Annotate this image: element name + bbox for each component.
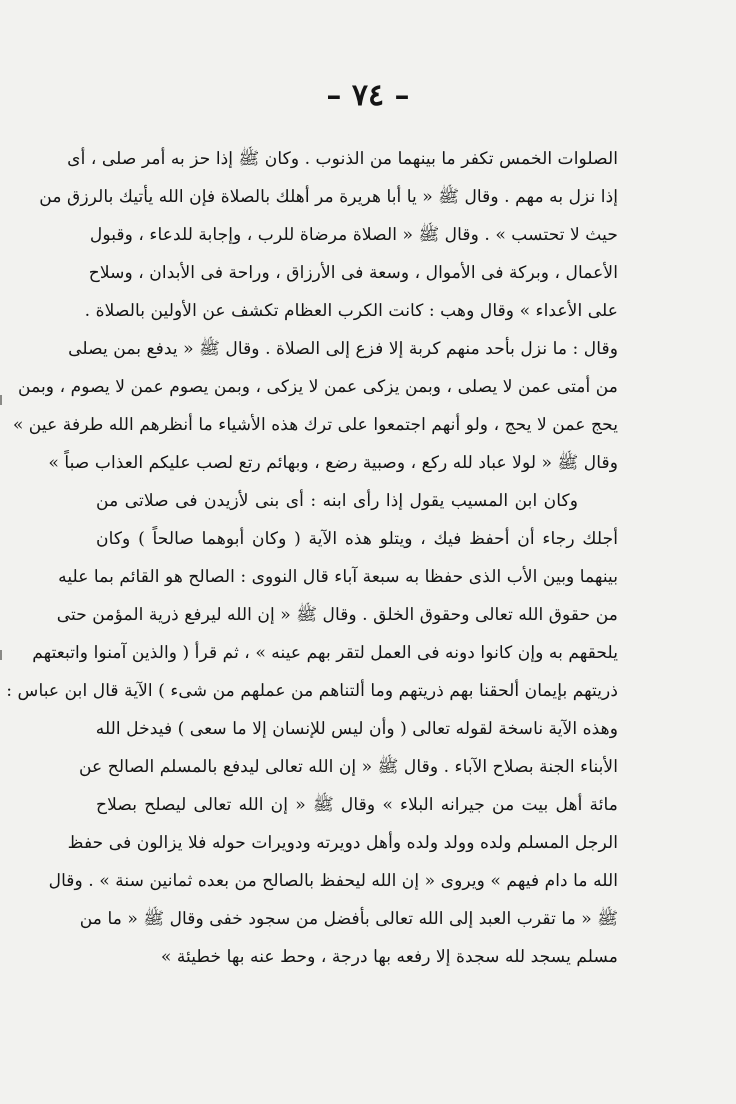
- text-line: ذريتهم بإيمان ألحقنا بهم ذريتهم وما ألتناهم من عملهم من شىء ) الآية قال ابن عباس :: [6, 681, 618, 701]
- text-line: على الأعداء » وقال وهب : كانت الكرب العظام تكشف عن الأولين بالصلاة .: [84, 301, 618, 321]
- text-line: أجلك رجاء أن أحفظ فيك ، ويتلو هذه الآية ( وكان أبوهما صالحاً ) وكان: [96, 529, 618, 549]
- text-line: يلحقهم به وإن كانوا دونه فى العمل لتقر بهم عينه » ، ثم قرأ ( والذين آمنوا واتبعتهم: [32, 643, 618, 663]
- text-line: وقال ﷺ « لولا عباد لله ركع ، وصبية رضع ، وبهائم رتع لصب عليكم العذاب صباً »: [48, 453, 618, 473]
- text-line: وقال : ما نزل بأحد منهم كربة إلا فزع إلى الصلاة . وقال ﷺ « يدفع بمن يصلى: [68, 339, 618, 359]
- text-line: من أمتى عمن لا يصلى ، وبمن يزكى عمن لا يزكى ، وبمن يصوم عمن لا يصوم ، وبمن: [18, 377, 618, 397]
- text-line: ﷺ « ما تقرب العبد إلى الله تعالى بأفضل من سجود خفى وقال ﷺ « ما من: [79, 909, 618, 929]
- text-line: الله ما دام فيهم » ويروى « إن الله ليحفظ بالصالح من بعده ثمانين سنة » . وقال: [48, 871, 618, 891]
- text-line: بينهما وبين الأب الذى حفظا به سبعة آباء قال النووى : الصالح هو القائم بما عليه: [58, 567, 618, 587]
- margin-mark: [0, 395, 2, 405]
- text-line: حيث لا تحتسب » . وقال ﷺ « الصلاة مرضاة للرب ، وإجابة للدعاء ، وقبول: [89, 225, 618, 245]
- text-line: يحج عمن لا يحج ، ولو أنهم اجتمعوا على ترك هذه الأشياء ما أنظرهم الله طرفة عين »: [12, 415, 618, 435]
- margin-mark: [0, 650, 2, 660]
- text-line: الرجل المسلم ولده وولد ولده وأهل دويرته ودويرات حوله فلا يزالون فى حفظ: [67, 833, 618, 853]
- text-line: مسلم يسجد لله سجدة إلا رفعه بها درجة ، وحط عنه بها خطيئة »: [160, 947, 618, 967]
- text-line: الأعمال ، وبركة فى الأموال ، وسعة فى الأرزاق ، وراحة فى الأبدان ، وسلاح: [88, 263, 618, 283]
- page-number: – ٧٤ –: [326, 78, 410, 113]
- text-line: من حقوق الله تعالى وحقوق الخلق . وقال ﷺ « إن الله ليرفع ذرية المؤمن حتى: [56, 605, 618, 625]
- text-line: الصلوات الخمس تكفر ما بينهما من الذنوب . وكان ﷺ إذا حز به أمر صلى ، أى: [67, 149, 618, 169]
- text-line: إذا نزل به مهم . وقال ﷺ « يا أبا هريرة مر أهلك بالصلاة فإن الله يأتيك بالرزق من: [39, 187, 618, 207]
- text-line: وكان ابن المسيب يقول إذا رأى ابنه : أى بنى لأزيدن فى صلاتى من: [96, 491, 578, 511]
- text-line: مائة أهل بيت من جيرانه البلاء » وقال ﷺ « إن الله تعالى ليصلح بصلاح: [96, 795, 618, 815]
- body-text: [6, 140, 618, 976]
- text-line: وهذه الآية ناسخة لقوله تعالى ( وأن ليس للإنسان إلا ما سعى ) فيدخل الله: [95, 719, 618, 739]
- text-line: الأبناء الجنة بصلاح الآباء . وقال ﷺ « إن الله تعالى ليدفع بالمسلم الصالح عن: [78, 757, 618, 777]
